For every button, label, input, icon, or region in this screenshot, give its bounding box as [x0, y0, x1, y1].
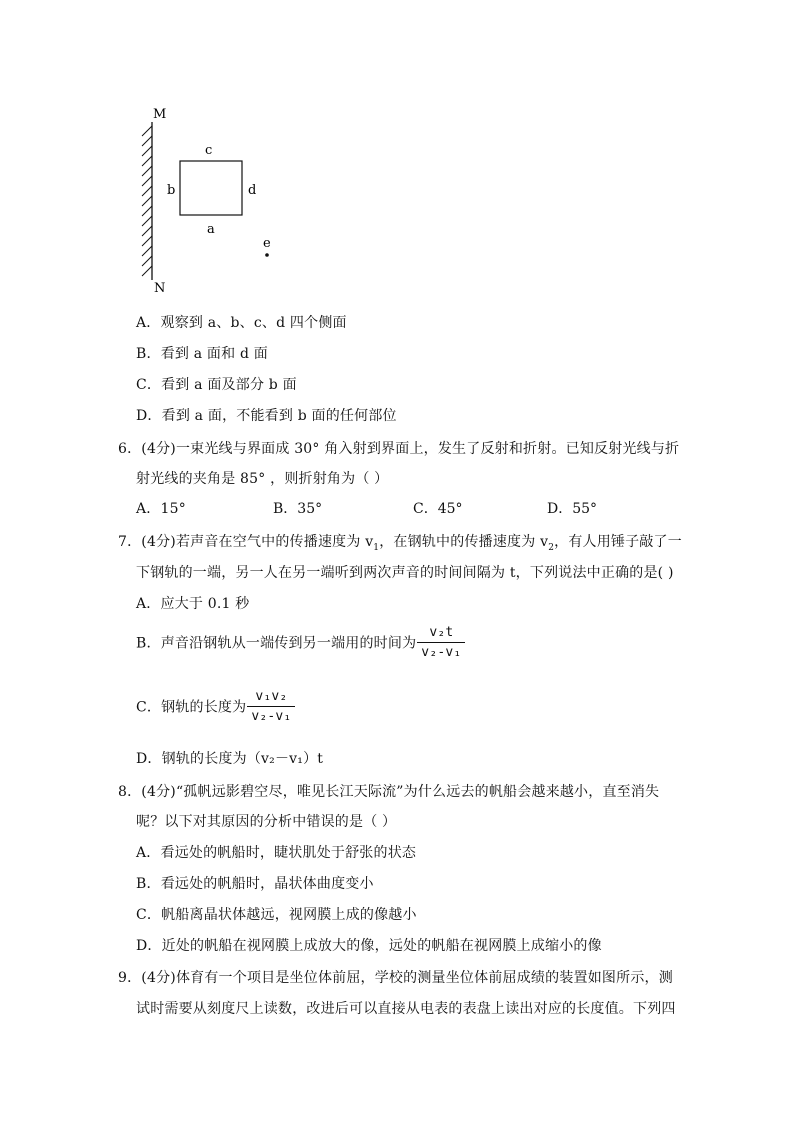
q7-stem-part1: 7．(4分)若声音在空气中的传播速度为 v [118, 534, 374, 550]
label-n: N [154, 281, 166, 296]
q8-option-c: C．帆船离晶状体越远，视网膜上成的像越小 [136, 907, 417, 923]
q7-option-c [136, 689, 295, 724]
q6-stem-line1: 6．(4分)一束光线与界面成 30° 角入射到界面上，发生了反射和折射。已知反射光线与折 [118, 441, 680, 457]
q5-option-c: C．看到 a 面及部分 b 面 [136, 377, 297, 393]
label-e: e [263, 236, 271, 251]
q6-option-a: A．15° [136, 501, 186, 517]
q8-option-d: D．近处的帆船在视网膜上成放大的像，远处的帆船在视网膜上成缩小的像 [136, 938, 602, 954]
q8-option-b: B．看远处的帆船时，晶状体曲度变小 [136, 876, 374, 892]
label-b: b [167, 183, 176, 198]
mirror-diagram-svg [130, 100, 290, 300]
fraction-denominator: v₂-v₁ [421, 645, 462, 660]
q7-stem-line2: 下钢轨的一端，另一人在另一端听到两次声音的时间间隔为 t，下列说法中正确的是( ) [136, 565, 674, 581]
q6-option-b: B．35° [273, 501, 323, 517]
q7-stem-line1 [118, 531, 682, 553]
mirror-diagram [130, 100, 290, 300]
q7-option-a: A．应大于 0.1 秒 [136, 596, 250, 612]
fraction-denominator: v₂-v₁ [251, 709, 292, 724]
label-a: a [207, 222, 215, 237]
fraction-numerator: v₂t [417, 625, 465, 643]
q7-sub-2: 2 [548, 542, 555, 553]
q7-stem-part3: ，有人用锤子敲了一 [554, 534, 682, 550]
label-d: d [248, 183, 257, 198]
q8-option-a: A．看远处的帆船时，睫状肌处于舒张的状态 [136, 845, 417, 861]
q7-option-c-fraction [247, 689, 295, 724]
q6-stem-line2: 射光线的夹角是 85° ，则折射角为（ ） [136, 471, 389, 487]
q7-option-c-text: C．钢轨的长度为 [136, 699, 247, 716]
q7-option-b-fraction [417, 625, 465, 660]
q7-option-b [136, 625, 465, 660]
q5-option-d: D．看到 a 面，不能看到 b 面的任何部位 [136, 408, 397, 424]
q6-option-c: C．45° [413, 501, 463, 517]
q9-stem-line2: 试时需要从刻度尺上读数，改进后可以直接从电表的表盘上读出对应的长度值。下列四 [136, 1001, 676, 1017]
square-object [180, 161, 242, 215]
label-c: c [205, 143, 213, 158]
q5-option-b: B．看到 a 面和 d 面 [136, 346, 268, 362]
q7-sub-1: 1 [373, 542, 380, 553]
q5-option-a: A．观察到 a、b、c、d 四个侧面 [136, 315, 347, 331]
q8-stem-line1: 8．(4分)“孤帆远影碧空尽，唯见长江天际流”为什么远去的帆船会越来越小，直至消失 [118, 784, 660, 800]
q7-option-b-text: B．声音沿钢轨从一端传到另一端用的时间为 [136, 635, 417, 652]
q7-stem-part2: ，在钢轨中的传播速度为 v [379, 534, 549, 550]
fraction-numerator: v₁v₂ [247, 689, 295, 707]
q6-option-d: D．55° [547, 501, 598, 517]
mirror-hatching [142, 126, 152, 276]
point-e [265, 253, 269, 257]
q8-stem-line2: 呢？以下对其原因的分析中错误的是（ ） [136, 814, 397, 830]
q9-stem-line1: 9．(4分)体育有一个项目是坐位体前屈，学校的测量坐位体前屈成绩的装置如图所示，测 [118, 970, 673, 986]
label-m: M [153, 107, 167, 122]
q7-option-d: D．钢轨的长度为（v₂－v₁）t [136, 751, 324, 767]
